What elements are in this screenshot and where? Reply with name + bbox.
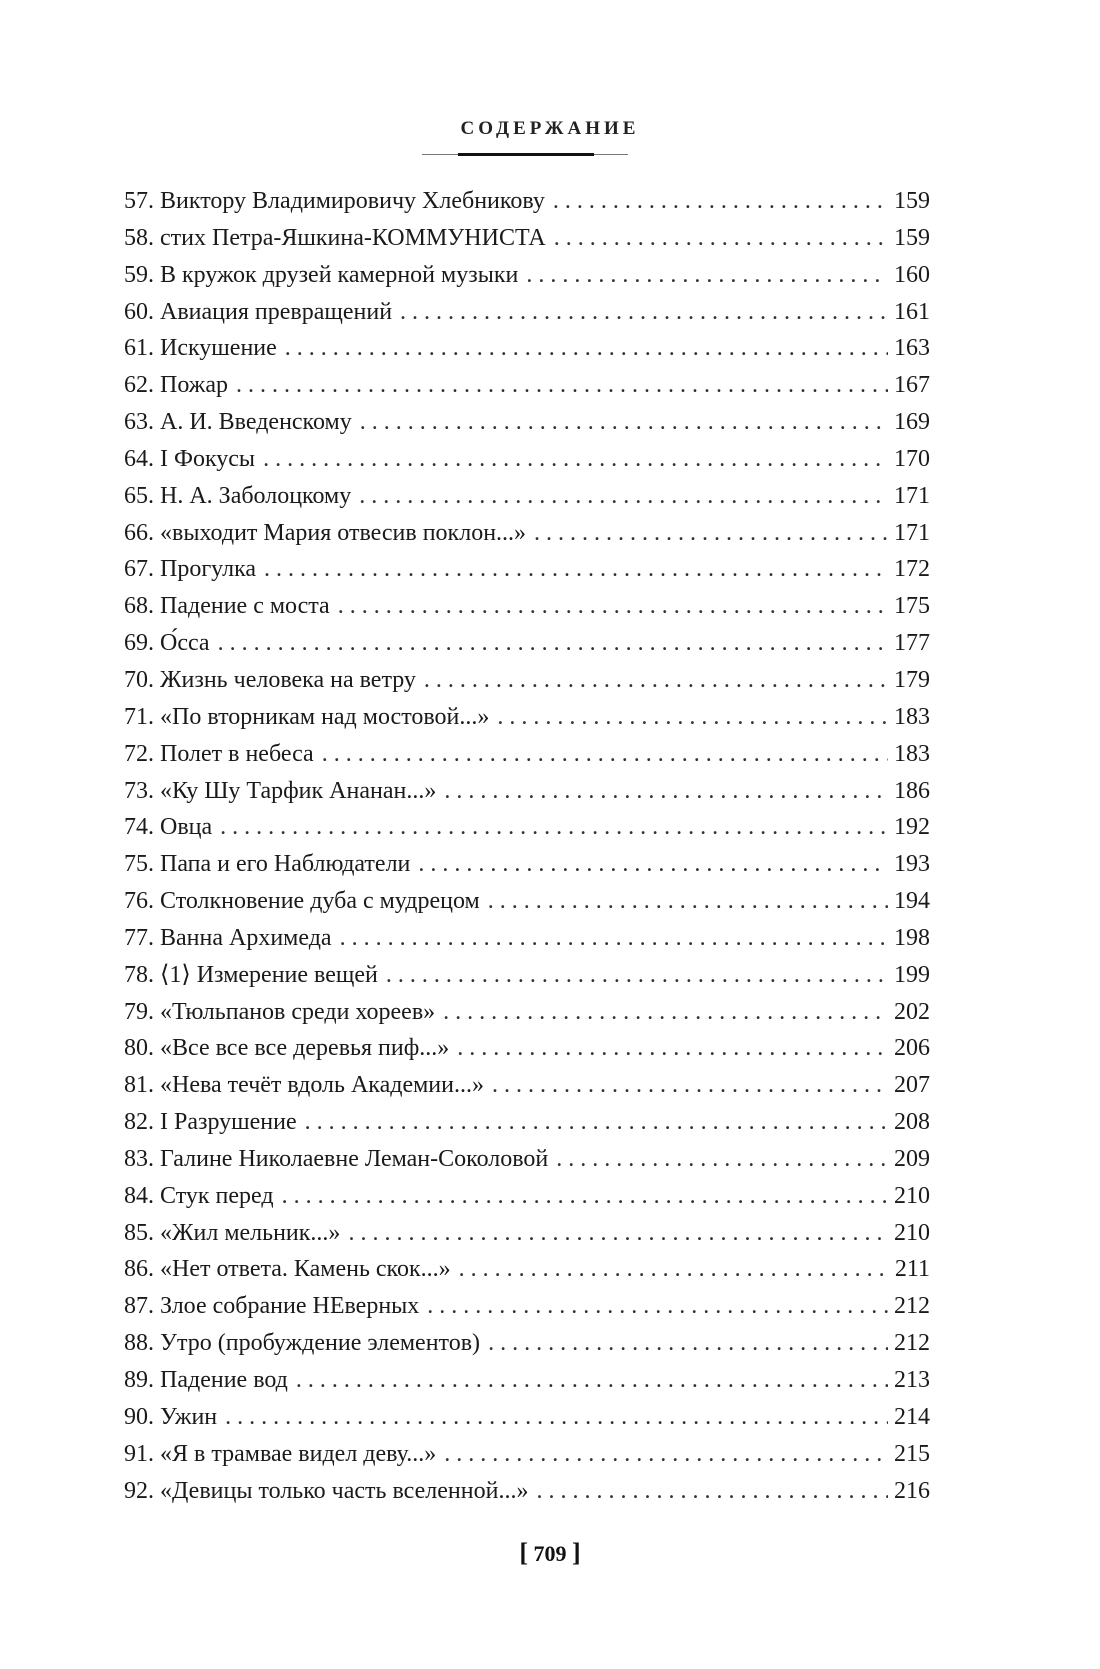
toc-entry-page: 202 [894,998,930,1025]
dot-leader [296,1362,888,1399]
dot-leader [340,920,888,957]
dot-leader [443,994,888,1031]
toc-entry-title: 59. В кружок друзей камерной музыки [124,261,519,288]
dot-leader [386,957,888,994]
dot-leader [492,1067,888,1104]
toc-entry-page: 183 [894,703,930,730]
toc-entry[interactable] [124,551,930,588]
toc-entry-page: 175 [894,593,930,620]
toc-entry[interactable] [124,662,930,699]
toc-entry-title: 66. «выходит Мария отвесив поклон...» [124,519,527,546]
toc-entry[interactable] [124,1362,930,1399]
toc-entry[interactable] [124,1141,930,1178]
toc-entry-title: 79. «Тюльпанов среди хореев» [124,998,436,1025]
dot-leader [497,699,888,736]
dot-leader [322,736,888,773]
toc-entry-page: 215 [894,1440,930,1467]
toc-entry[interactable] [124,441,930,478]
head-rule-accent [458,153,594,156]
toc-entry-page: 198 [894,924,930,951]
running-head: СОДЕРЖАНИЕ [460,118,640,139]
toc-entry-title: 73. «Ку Шу Тарфик Ананан...» [124,777,437,804]
toc-entry-page: 163 [894,335,930,362]
table-of-contents [124,183,930,1509]
toc-entry-page: 210 [894,1182,930,1209]
toc-entry[interactable] [124,920,930,957]
folio-open-bracket: [ [519,1538,528,1567]
toc-entry[interactable] [124,625,930,662]
dot-leader [556,1141,888,1178]
toc-entry[interactable] [124,1067,930,1104]
dot-leader [554,220,888,257]
toc-entry[interactable] [124,1399,930,1436]
toc-entry-title: 68. Падение с моста [124,593,330,620]
dot-leader [220,809,888,846]
page-number [0,1538,1100,1568]
toc-entry-title: 63. А. И. Введенскому [124,409,352,436]
dot-leader [263,441,888,478]
dot-leader [236,367,888,404]
toc-entry-title: 75. Папа и его Наблюдатели [124,851,411,878]
toc-entry[interactable] [124,1251,930,1288]
dot-leader [488,1325,888,1362]
toc-entry[interactable] [124,1473,930,1510]
toc-entry-title: 83. Галине Николаевне Леман-Соколовой [124,1145,549,1172]
toc-entry-page: 172 [894,556,930,583]
toc-entry[interactable] [124,846,930,883]
folio-number: 709 [533,1541,567,1566]
toc-entry-title: 67. Прогулка [124,556,257,583]
toc-entry-page: 213 [894,1367,930,1393]
dot-leader [225,1399,888,1436]
folio-close-bracket: ] [572,1538,581,1567]
toc-entry-title: 61. Искушение [124,335,277,362]
toc-entry[interactable] [124,478,930,515]
toc-entry[interactable] [124,736,930,773]
toc-entry-title: 82. I Разрушение [124,1109,297,1136]
dot-leader [536,1473,888,1510]
toc-entry-page: 210 [894,1219,930,1246]
toc-entry[interactable] [124,1215,930,1252]
dot-leader [305,1104,888,1141]
dot-leader [400,294,888,331]
toc-entry-title: 74. Овца [124,814,213,841]
toc-entry[interactable] [124,183,930,220]
toc-entry[interactable] [124,1436,930,1473]
toc-entry-page: 212 [894,1293,930,1320]
toc-entry[interactable] [124,994,930,1031]
toc-entry-page: 212 [894,1330,930,1357]
toc-entry-title: 87. Злое собрание НЕверных [124,1293,420,1320]
toc-entry-title: 90. Ужин [124,1403,218,1430]
toc-entry-page: 186 [894,777,930,804]
dot-leader [338,588,888,625]
toc-entry-title: 84. Стук перед [124,1182,274,1209]
toc-entry-page: 209 [894,1145,930,1172]
dot-leader [444,1436,888,1473]
toc-entry-title: 60. Авиация превращений [124,298,393,325]
toc-entry-page: 160 [894,261,930,288]
toc-entry[interactable] [124,883,930,920]
toc-entry-title: 86. «Нет ответа. Камень скок...» [124,1256,451,1283]
toc-entry-page: 199 [894,961,930,988]
toc-entry-title: 72. Полет в небеса [124,740,314,767]
toc-entry-title: 70. Жизнь человека на ветру [124,666,416,693]
toc-entry-page: 192 [894,814,930,841]
toc-entry[interactable] [124,1288,930,1325]
toc-entry-title: 71. «По вторникам над мостовой...» [124,703,490,730]
toc-entry-title: 80. «Все все все деревья пиф...» [124,1035,450,1062]
dot-leader [553,183,888,220]
toc-entry[interactable] [124,957,930,994]
toc-entry[interactable] [124,330,930,367]
dot-leader [444,773,888,810]
dot-leader [218,625,888,662]
dot-leader [348,1215,888,1252]
toc-entry-page: 183 [894,740,930,767]
dot-leader [534,515,888,552]
toc-entry-page: 194 [894,888,930,915]
toc-entry-title: 85. «Жил мельник...» [124,1219,341,1246]
toc-entry[interactable] [124,220,930,257]
toc-entry[interactable] [124,515,930,552]
toc-entry[interactable] [124,1178,930,1215]
toc-entry[interactable] [124,773,930,810]
toc-entry-title: 89. Падение вод [124,1367,288,1393]
toc-entry-title: 69. О́сса [124,630,210,657]
toc-entry-page: 206 [894,1035,930,1062]
dot-leader [282,1178,888,1215]
toc-entry-page: 171 [894,482,930,509]
dot-leader [488,883,888,920]
toc-entry[interactable] [124,809,930,846]
dot-leader [457,1030,888,1067]
toc-entry-page: 214 [894,1403,930,1430]
dot-leader [285,330,888,367]
dot-leader [360,404,888,441]
toc-entry[interactable] [124,294,930,331]
dot-leader [359,478,888,515]
toc-entry-title: 76. Столкновение дуба с мудрецом [124,888,480,915]
toc-entry-title: 88. Утро (пробуждение элементов) [124,1330,481,1357]
toc-entry-title: 78. ⟨1⟩ Измерение вещей [124,961,378,988]
toc-entry-page: 216 [894,1477,930,1504]
toc-entry-title: 58. стих Петра-Яшкина-КОММУНИСТА [124,224,546,251]
toc-entry-title: 65. Н. А. Заболоцкому [124,482,352,509]
toc-entry-page: 167 [894,372,930,399]
toc-entry-page: 211 [894,1256,930,1283]
toc-entry-title: 64. I Фокусы [124,445,256,472]
dot-leader [424,662,888,699]
toc-entry-page: 171 [894,519,930,546]
toc-entry[interactable] [124,367,930,404]
dot-leader [459,1251,889,1288]
dot-leader [418,846,888,883]
toc-entry-title: 77. Ванна Архимеда [124,924,332,951]
toc-entry-page: 179 [894,666,930,693]
toc-entry[interactable] [124,1030,930,1067]
toc-entry-title: 57. Виктору Владимировичу Хлебникову [124,188,545,214]
toc-entry-title: 92. «Девицы только часть вселенной...» [124,1477,529,1504]
toc-entry-page: 193 [894,851,930,878]
dot-leader [264,551,888,588]
dot-leader [526,257,888,294]
toc-entry-page: 169 [894,409,930,436]
toc-entry-page: 159 [894,224,930,251]
toc-entry[interactable] [124,1325,930,1362]
dot-leader [427,1288,888,1325]
toc-entry[interactable] [124,699,930,736]
toc-entry[interactable] [124,404,930,441]
toc-entry[interactable] [124,257,930,294]
toc-entry-page: 161 [894,298,930,325]
toc-entry-title: 91. «Я в трамвае видел деву...» [124,1440,437,1467]
toc-entry-title: 81. «Нева течёт вдоль Академии...» [124,1072,484,1099]
toc-entry[interactable] [124,588,930,625]
toc-entry[interactable] [124,1104,930,1141]
toc-entry-title: 62. Пожар [124,372,228,399]
toc-entry-page: 170 [894,445,930,472]
toc-entry-page: 207 [894,1072,930,1099]
toc-entry-page: 208 [894,1109,930,1136]
toc-entry-page: 159 [894,188,930,214]
toc-entry-page: 177 [894,630,930,657]
